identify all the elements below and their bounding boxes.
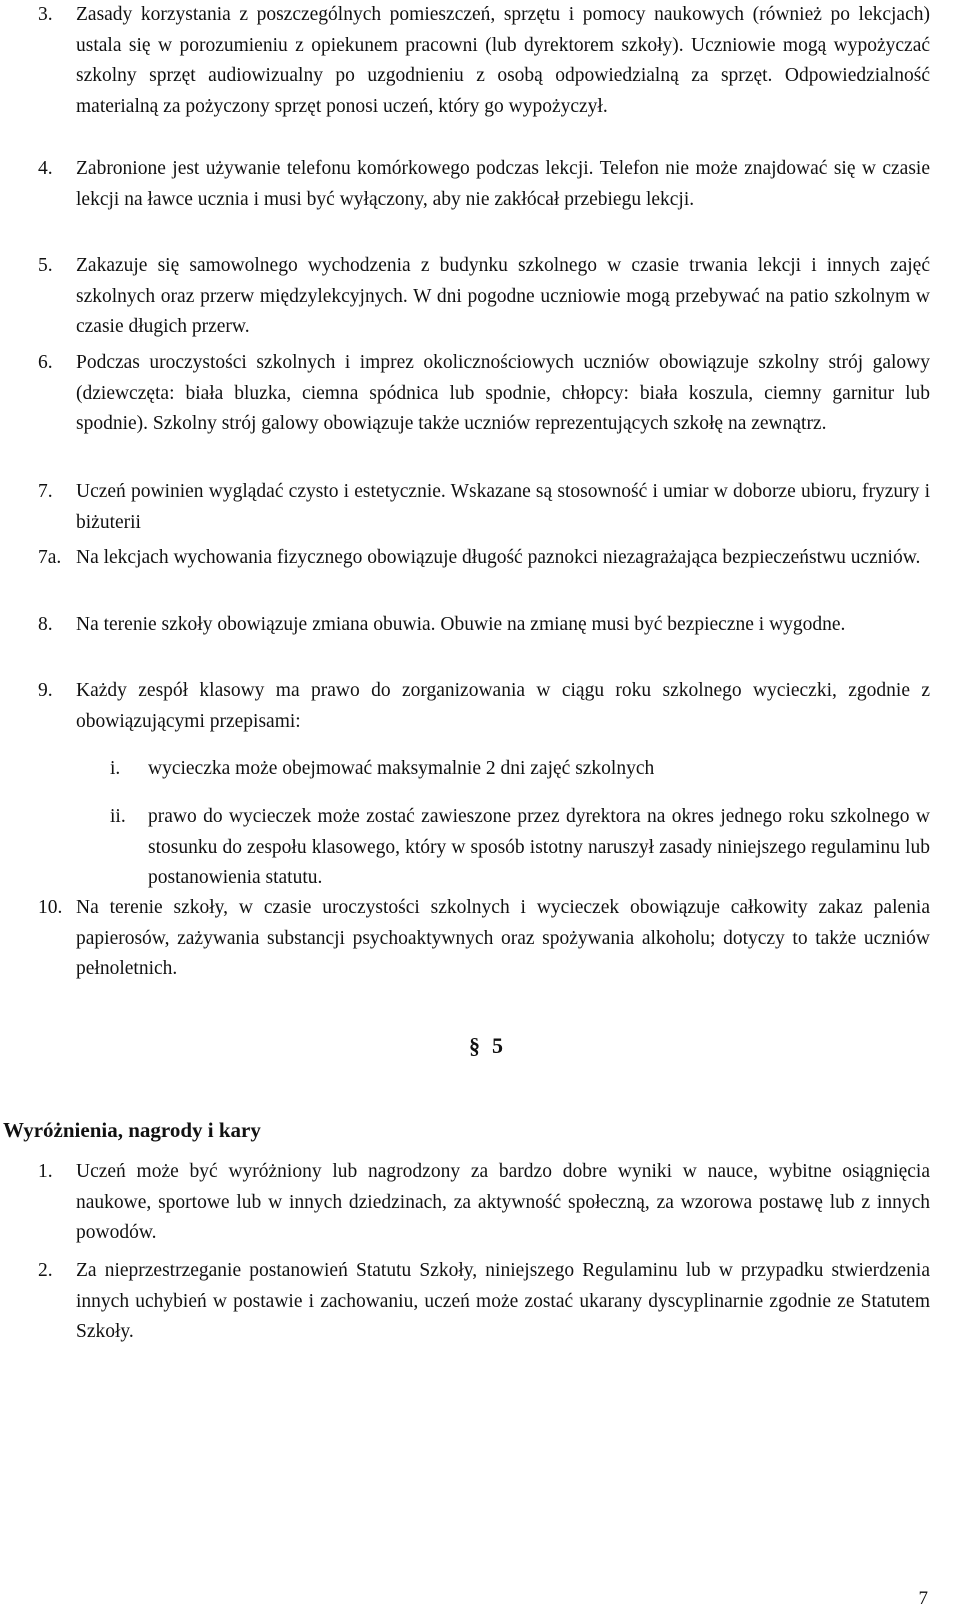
- list-number: 8.: [38, 614, 53, 635]
- list-number: 9.: [38, 680, 53, 701]
- list-item-7: [38, 477, 930, 538]
- list-number: 5.: [38, 255, 53, 276]
- list-text: Podczas uroczystości szkolnych i imprez okolicznościowych uczniów obowiązuje szkolny strój galowy (dziewczęta: biała bluzka, ciemna spódnica lub spodnie, chłopcy: biała koszula, ciemny garnitur lub spodnie). Szkolny strój galowy obowiązuje także uczniów reprezentujących szkołę na zewnątrz.: [76, 352, 930, 434]
- list-text: Zasady korzystania z poszczególnych pomieszczeń, sprzętu i pomocy naukowych (również po lekcjach) ustala się w porozumieniu z opiekunem pracowni (lub dyrektorem szkoły). Uczniowie mogą wypożyczać szkolny sprzęt audiowizualny po uzgodnieniu z osobą odpowiedzialną za sprzęt. Odpowiedzialność materialną za pożyczony sprzęt ponosi uczeń, który go wypożyczył.: [76, 4, 930, 117]
- list-text: Za nieprzestrzeganie postanowień Statutu Szkoły, niniejszego Regulaminu lub w przypadku stwierdzenia innych uchybień w postawie i zachowaniu, uczeń może zostać ukarany dyscyplinarnie zgodnie ze Statutem Szkoły.: [76, 1260, 930, 1342]
- list-text: Uczeń powinien wyglądać czysto i estetycznie. Wskazane są stosowność i umiar w doborze ubioru, fryzury i biżuterii: [76, 481, 930, 533]
- sub-number: ii.: [110, 806, 126, 827]
- award-item-1: [38, 1157, 930, 1249]
- list-item-7a: [38, 543, 930, 574]
- list-item-10: [38, 893, 930, 985]
- sub-text: wycieczka może obejmować maksymalnie 2 dni zajęć szkolnych: [148, 758, 655, 779]
- list-number: 3.: [38, 4, 53, 25]
- list-item-4: [38, 154, 930, 215]
- list-text: Na lekcjach wychowania fizycznego obowiązuje długość paznokci niezagrażająca bezpieczeństwu uczniów.: [76, 547, 921, 568]
- list-text: Zabronione jest używanie telefonu komórkowego podczas lekcji. Telefon nie może znajdować się w czasie lekcji na ławce ucznia i musi być wyłączony, aby nie zakłócał przebiegu lekcji.: [76, 158, 930, 210]
- list-text: Na terenie szkoły, w czasie uroczystości szkolnych i wycieczek obowiązuje całkowity zakaz palenia papierosów, zażywania substancji psychoaktywnych oraz spożywania alkoholu; dotyczy to także uczniów pełnoletnich.: [76, 897, 930, 979]
- sub-item-ii: [110, 802, 930, 894]
- section-heading: [0, 1031, 960, 1062]
- section-title: Wyróżnienia, nagrody i kary: [3, 1118, 261, 1142]
- list-item-9: [38, 676, 930, 737]
- sub-item-i: [110, 754, 930, 785]
- list-text: Uczeń może być wyróżniony lub nagrodzony za bardzo dobre wyniki w nauce, wybitne osiągnięcia naukowe, sportowe lub w innych dziedzinach, za aktywność społeczną, za wzorowa postawę lub z innych powodów.: [76, 1161, 930, 1243]
- section-number: 5: [492, 1033, 503, 1058]
- list-number: 7a.: [38, 547, 62, 568]
- list-text: Na terenie szkoły obowiązuje zmiana obuwia. Obuwie na zmianę musi być bezpieczne i wygodne.: [76, 614, 846, 635]
- list-number: 1.: [38, 1161, 53, 1182]
- list-number: 7.: [38, 481, 53, 502]
- list-item-6: [38, 348, 930, 440]
- section-symbol: §: [469, 1033, 480, 1058]
- list-item-3: [38, 0, 930, 122]
- list-number: 6.: [38, 352, 53, 373]
- list-text: Zakazuje się samowolnego wychodzenia z budynku szkolnego w czasie trwania lekcji i innych zajęć szkolnych oraz przerw międzylekcyjnych. W dni pogodne uczniowie mogą przebywać na patio szkolnym w czasie długich przerw.: [76, 255, 930, 337]
- page-number: 7: [918, 1588, 928, 1609]
- list-number: 10.: [38, 897, 63, 918]
- award-item-2: [38, 1256, 930, 1348]
- list-number: 2.: [38, 1260, 53, 1281]
- list-number: 4.: [38, 158, 53, 179]
- sub-number: i.: [110, 758, 121, 779]
- list-item-8: [38, 610, 930, 641]
- list-item-5: [38, 251, 930, 343]
- sub-text: prawo do wycieczek może zostać zawieszone przez dyrektora na okres jednego roku szkolnego w stosunku do zespołu klasowego, który w sposób istotny naruszył zasady niniejszego regulaminu lub postanowienia statutu.: [148, 806, 930, 888]
- list-text: Każdy zespół klasowy ma prawo do zorganizowania w ciągu roku szkolnego wycieczki, zgodnie z obowiązującymi przepisami:: [76, 680, 930, 732]
